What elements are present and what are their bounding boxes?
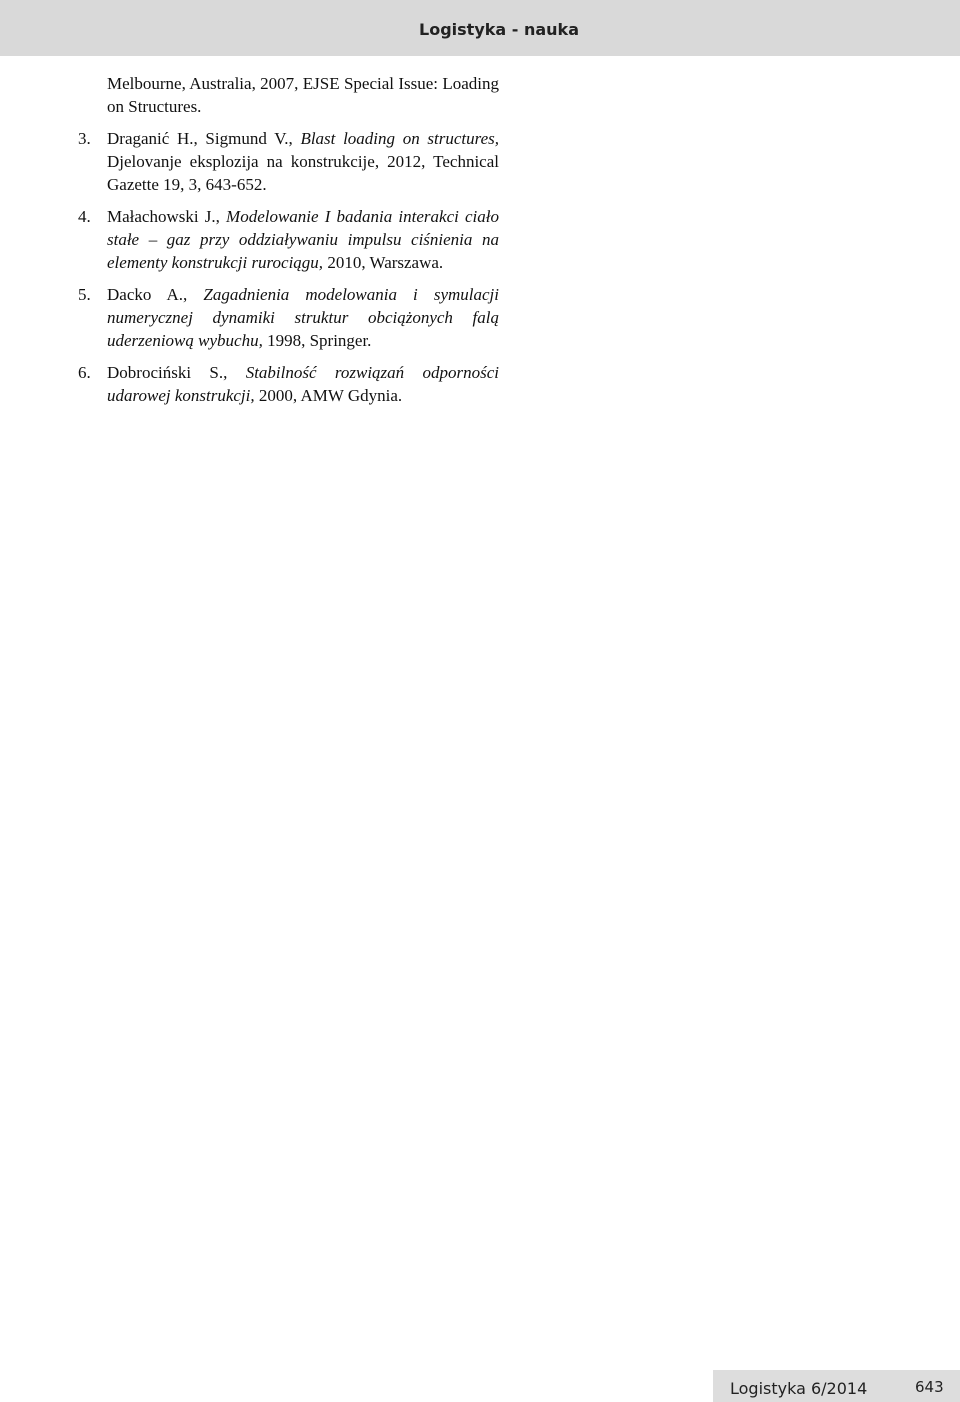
reference-details: Djelovanje eksplozija na konstrukcije, 2012, Technical Gazette 19, 3, 643-652.	[107, 152, 499, 194]
page-number: 643	[915, 1378, 944, 1396]
reference-number: 3.	[78, 129, 91, 148]
reference-details: 2000, AMW Gdynia.	[254, 386, 403, 405]
reference-title: Stabilność rozwiązań odporności udarowej konstrukcji,	[107, 363, 500, 405]
reference-details: 1998, Springer.	[262, 331, 372, 350]
reference-item-6	[78, 361, 499, 407]
reference-number: 4.	[78, 207, 91, 226]
reference-authors: Małachowski J.,	[107, 207, 227, 226]
reference-item-3	[78, 127, 499, 196]
reference-authors: Dacko A.,	[107, 285, 204, 304]
reference-details: 2010, Warszawa.	[323, 253, 444, 272]
reference-authors: Draganić H., Sigmund V.,	[107, 129, 301, 148]
reference-authors: Melbourne, Australia, 2007, EJSE Special Issue: Loading on Structures.	[107, 74, 499, 116]
reference-title: Modelowanie I badania interakci ciało stałe – gaz przy oddziaływaniu impulsu ciśnienia na elementy konstrukcji rurociągu,	[107, 207, 499, 272]
reference-number: 6.	[78, 363, 91, 382]
reference-item-continued	[78, 72, 499, 118]
reference-number: 5.	[78, 285, 91, 304]
reference-list	[78, 72, 499, 416]
reference-title: Blast loading on structures,	[300, 129, 499, 148]
reference-authors: Dobrociński S.,	[107, 363, 246, 382]
running-header-title: Logistyka - nauka	[419, 20, 579, 39]
reference-item-5	[78, 283, 499, 352]
reference-item-4	[78, 205, 499, 274]
reference-title: Zagadnienia modelowania i symulacji numerycznej dynamiki struktur obciążonych falą uderzeniową wybuchu,	[107, 285, 499, 350]
footer-journal-issue: Logistyka 6/2014	[730, 1379, 868, 1398]
